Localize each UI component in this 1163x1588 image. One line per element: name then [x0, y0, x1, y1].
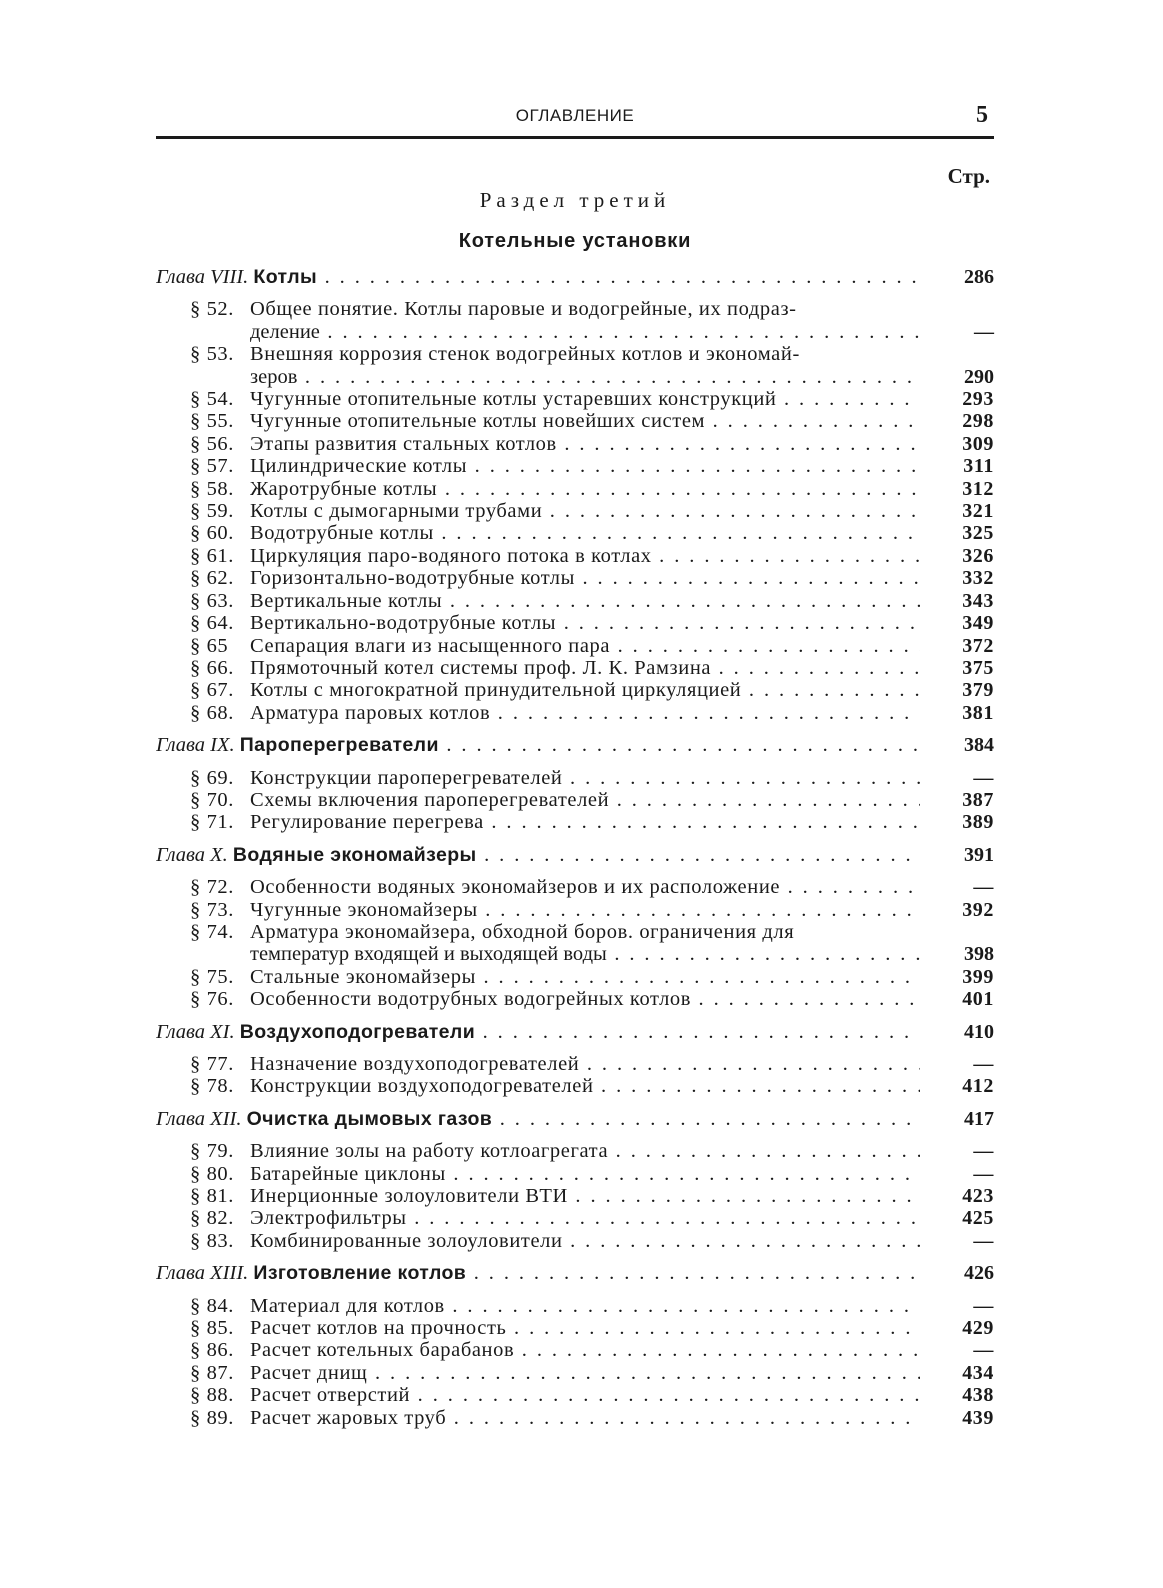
- toc-page-number: —: [973, 1053, 994, 1075]
- toc-entry-76: [156, 988, 994, 1010]
- toc-entry-60: [156, 522, 994, 544]
- entry-number: § 64.: [190, 612, 234, 635]
- entry-title: Вертикальные котлы: [250, 589, 443, 612]
- entry-number: § 63.: [190, 589, 234, 612]
- entry-title: Особенности водотрубных водогрейных котлов: [250, 988, 692, 1011]
- entry-number: § 83.: [190, 1229, 234, 1252]
- toc-entry-61: [156, 545, 994, 567]
- toc-entry-79: [156, 1140, 994, 1162]
- entry-number: § 70.: [190, 788, 234, 811]
- entry-title: Этапы развития стальных котлов: [250, 432, 557, 455]
- entry-title: Чугунные отопительные котлы устаревших конструкций: [250, 388, 777, 411]
- entry-title-line2: зеров . . .: [250, 366, 920, 388]
- toc-entry-67: [156, 679, 994, 701]
- toc-entry-75: [156, 966, 994, 988]
- entry-title: Котлы с многократной принудительной циркуляцией: [250, 679, 742, 702]
- entry-title: Особенности водяных экономайзеров и их расположение: [250, 876, 781, 899]
- chapter-label: Глава XI.: [156, 1020, 235, 1043]
- toc-page-number: 332: [962, 567, 994, 590]
- entry-number: § 78.: [190, 1075, 234, 1098]
- chapter-label: Глава XII.: [156, 1107, 242, 1130]
- toc-chapter-13: [156, 1262, 994, 1284]
- toc-entry-66: [156, 657, 994, 679]
- entry-title: Батарейные циклоны: [250, 1162, 446, 1185]
- entry-title: Расчет жаровых труб: [250, 1406, 447, 1429]
- toc-entry-80: [156, 1163, 994, 1185]
- toc-page-number: 349: [962, 612, 994, 635]
- toc-page-number: 298: [962, 410, 994, 433]
- entry-title: Чугунные отопительные котлы новейших систем: [250, 410, 706, 433]
- entry-number: § 80.: [190, 1162, 234, 1185]
- toc-entry-62: [156, 567, 994, 589]
- toc-page-number: 417: [964, 1107, 994, 1130]
- toc-entry-53: [156, 343, 994, 388]
- toc-page-number: 326: [962, 544, 994, 567]
- toc-page-number: 290: [964, 365, 994, 388]
- toc-chapter-12: [156, 1108, 994, 1130]
- header-page-number: 5: [976, 102, 988, 128]
- entry-title: Влияние золы на работу котлоагрегата: [250, 1140, 609, 1163]
- entry-number: § 77.: [190, 1053, 234, 1075]
- toc-page-number: 372: [962, 634, 994, 657]
- entry-title: Котлы с дымогарными трубами: [250, 500, 543, 523]
- entry-title-line2: деление . . .: [250, 321, 920, 343]
- entry-number: § 65: [190, 634, 229, 657]
- toc-page-number: 399: [962, 965, 994, 988]
- toc-page-number: 387: [962, 788, 994, 811]
- toc-page-number: 325: [962, 522, 994, 545]
- toc-entry-83: [156, 1230, 994, 1252]
- toc-page-number: 438: [962, 1384, 994, 1407]
- chapter-title: Водяные экономайзеры: [232, 843, 477, 866]
- entry-number: § 85.: [190, 1317, 234, 1340]
- toc-page-number: 312: [962, 477, 994, 500]
- toc-entry-81: [156, 1185, 994, 1207]
- entry-title: Конструкции воздухоподогревателей: [250, 1075, 594, 1098]
- toc-page-number: 309: [962, 432, 994, 455]
- toc-page-number: 398: [964, 943, 994, 966]
- entry-number: § 75.: [190, 965, 234, 988]
- toc-entry-69: [156, 767, 994, 789]
- toc-entry-65: [156, 635, 994, 657]
- entry-number: § 84.: [190, 1294, 234, 1317]
- entry-number: § 60.: [190, 522, 234, 545]
- toc-page-number: 384: [964, 734, 994, 757]
- entry-title: Электрофильтры: [250, 1207, 407, 1230]
- toc-page-number: 286: [964, 266, 994, 288]
- chapter-title: Пароперегреватели: [239, 734, 439, 757]
- entry-title: Конструкции пароперегревателей: [250, 766, 563, 789]
- entry-number: § 62.: [190, 567, 234, 590]
- chapter-label: Глава XIII.: [156, 1262, 249, 1285]
- entry-number: § 79.: [190, 1140, 234, 1163]
- entry-number: § 52.: [190, 298, 234, 321]
- entry-number: § 59.: [190, 500, 234, 523]
- toc-page-number: 423: [962, 1185, 994, 1208]
- entry-number: § 55.: [190, 410, 234, 433]
- toc-page-number: 429: [962, 1317, 994, 1340]
- toc-entry-54: [156, 388, 994, 410]
- page-column-label: Стр.: [947, 164, 990, 188]
- toc-page-number: 425: [962, 1207, 994, 1230]
- toc-page-number: 381: [962, 701, 994, 724]
- chapter-title: Котлы: [253, 266, 318, 288]
- section-subtitle: Котельные установки: [458, 230, 692, 252]
- toc-chapter-11: [156, 1021, 994, 1043]
- entry-title: Прямоточный котел системы проф. Л. К. Рамзина: [250, 656, 712, 679]
- toc-page-number: —: [973, 1294, 994, 1317]
- toc-entry-82: [156, 1207, 994, 1229]
- toc-page-number: 379: [962, 679, 994, 702]
- entry-number: § 82.: [190, 1207, 234, 1230]
- chapter-label: Глава X.: [156, 843, 228, 866]
- entry-title: Горизонтально-водотрубные котлы: [250, 567, 575, 590]
- entry-number: § 72.: [190, 876, 234, 899]
- toc-page-number: 410: [964, 1020, 994, 1043]
- toc-page-number: 439: [962, 1406, 994, 1429]
- toc-page-number: 293: [962, 388, 994, 411]
- entry-number: § 66.: [190, 656, 234, 679]
- toc-entry-57: [156, 455, 994, 477]
- entry-number: § 81.: [190, 1185, 234, 1208]
- toc-entry-58: [156, 478, 994, 500]
- toc-entry-56: [156, 433, 994, 455]
- toc-entry-84: [156, 1295, 994, 1317]
- toc-page-number: 392: [962, 898, 994, 921]
- chapter-title: Очистка дымовых газов: [246, 1107, 493, 1130]
- toc-chapter-10: [156, 844, 994, 866]
- entry-title: Чугунные экономайзеры: [250, 898, 478, 921]
- entry-number: § 88.: [190, 1384, 234, 1407]
- chapter-label: Глава VIII.: [156, 266, 249, 288]
- toc-page-number: —: [973, 876, 994, 899]
- entry-title: Расчет котлов на прочность: [250, 1317, 507, 1340]
- toc-page-number: 391: [964, 843, 994, 866]
- toc-page-number: 375: [962, 656, 994, 679]
- chapter-label: Глава IX.: [156, 734, 235, 757]
- toc-page-number: 343: [962, 589, 994, 612]
- entry-title: Стальные экономайзеры: [250, 965, 476, 988]
- entry-number: § 69.: [190, 766, 234, 789]
- toc-entry-78: [156, 1075, 994, 1097]
- toc-entry-87: [156, 1362, 994, 1384]
- entry-title: Цилиндрические котлы: [250, 455, 468, 478]
- entry-number: § 57.: [190, 455, 234, 478]
- entry-title-line2: температур входящей и выходящей воды . . .: [250, 943, 920, 965]
- entry-title: Материал для котлов: [250, 1294, 445, 1317]
- entry-title: Регулирование перегрева: [250, 811, 484, 834]
- entry-title: Назначение воздухоподогревателей: [250, 1053, 580, 1075]
- entry-title: Инерционные золоуловители ВТИ: [250, 1185, 568, 1208]
- entry-number: § 61.: [190, 544, 234, 567]
- toc-entry-59: [156, 500, 994, 522]
- toc-entry-70: [156, 789, 994, 811]
- toc-page-number: —: [973, 1229, 994, 1252]
- toc-entry-64: [156, 612, 994, 634]
- toc-entry-63: [156, 590, 994, 612]
- toc-page-number: 412: [962, 1075, 994, 1098]
- toc-page-number: —: [973, 1339, 994, 1362]
- toc-entry-52: [156, 298, 994, 343]
- toc-entry-71: [156, 811, 994, 833]
- toc-entry-72: [156, 876, 994, 898]
- entry-title: Арматура паровых котлов: [250, 701, 491, 724]
- entry-number: § 54.: [190, 388, 234, 411]
- toc-page-number: 321: [962, 500, 994, 523]
- entry-number: § 74.: [190, 920, 234, 943]
- entry-title: Жаротрубные котлы: [250, 477, 438, 500]
- entry-title: Водотрубные котлы: [250, 522, 434, 545]
- entry-title-line1: Общее понятие. Котлы паровые и водогрейные, их подраз-: [250, 298, 797, 321]
- running-header: [156, 100, 994, 139]
- toc-page-number: —: [974, 320, 994, 343]
- entry-title: Циркуляция паро-водяного потока в котлах: [250, 544, 652, 567]
- toc-page-number: 311: [963, 455, 994, 478]
- toc-entry-74: [156, 921, 994, 966]
- entry-title: Расчет отверстий: [250, 1384, 411, 1407]
- entry-title: Расчет котельных барабанов: [250, 1339, 515, 1362]
- entry-title-line1: Арматура экономайзера, обходной боров. ограничения для: [250, 920, 795, 943]
- toc-entry-68: [156, 702, 994, 724]
- toc-entry-77: [156, 1053, 994, 1075]
- toc-chapter-8: [156, 266, 994, 288]
- entry-number: § 68.: [190, 701, 234, 724]
- toc-entry-88: [156, 1384, 994, 1406]
- toc-page-number: 389: [962, 811, 994, 834]
- section-title: Раздел третий: [479, 188, 671, 212]
- toc-page-number: —: [973, 1162, 994, 1185]
- entry-number: § 67.: [190, 679, 234, 702]
- entry-number: § 86.: [190, 1339, 234, 1362]
- entry-title: Комбинированные золоуловители: [250, 1229, 563, 1252]
- chapter-title: Изготовление котлов: [253, 1262, 467, 1285]
- table-of-contents: [156, 266, 994, 1429]
- entry-number: § 73.: [190, 898, 234, 921]
- entry-number: § 71.: [190, 811, 234, 834]
- entry-title-line1: Внешняя коррозия стенок водогрейных котлов и экономай-: [250, 343, 800, 366]
- header-title: ОГЛАВЛЕНИЕ: [515, 106, 635, 125]
- toc-entry-89: [156, 1407, 994, 1429]
- toc-page-number: —: [973, 1140, 994, 1163]
- entry-number: § 76.: [190, 988, 234, 1011]
- entry-number: § 56.: [190, 432, 234, 455]
- entry-number: § 53.: [190, 343, 234, 366]
- entry-title: Вертикально-водотрубные котлы: [250, 612, 557, 635]
- toc-page-number: 426: [964, 1262, 994, 1285]
- toc-chapter-9: [156, 734, 994, 756]
- toc-entry-55: [156, 410, 994, 432]
- toc-entry-86: [156, 1339, 994, 1361]
- entry-title: Расчет днищ: [250, 1361, 368, 1384]
- entry-title: Схемы включения пароперегревателей: [250, 788, 610, 811]
- toc-entry-85: [156, 1317, 994, 1339]
- entry-title: Сепарация влаги из насыщенного пара: [250, 634, 611, 657]
- toc-page-number: —: [973, 766, 994, 789]
- entry-number: § 89.: [190, 1406, 234, 1429]
- toc-entry-73: [156, 899, 994, 921]
- entry-number: § 58.: [190, 477, 234, 500]
- chapter-title: Воздухоподогреватели: [239, 1020, 476, 1043]
- document-page: [156, 100, 994, 1429]
- toc-page-number: 401: [962, 988, 994, 1011]
- entry-number: § 87.: [190, 1361, 234, 1384]
- toc-page-number: 434: [962, 1361, 994, 1384]
